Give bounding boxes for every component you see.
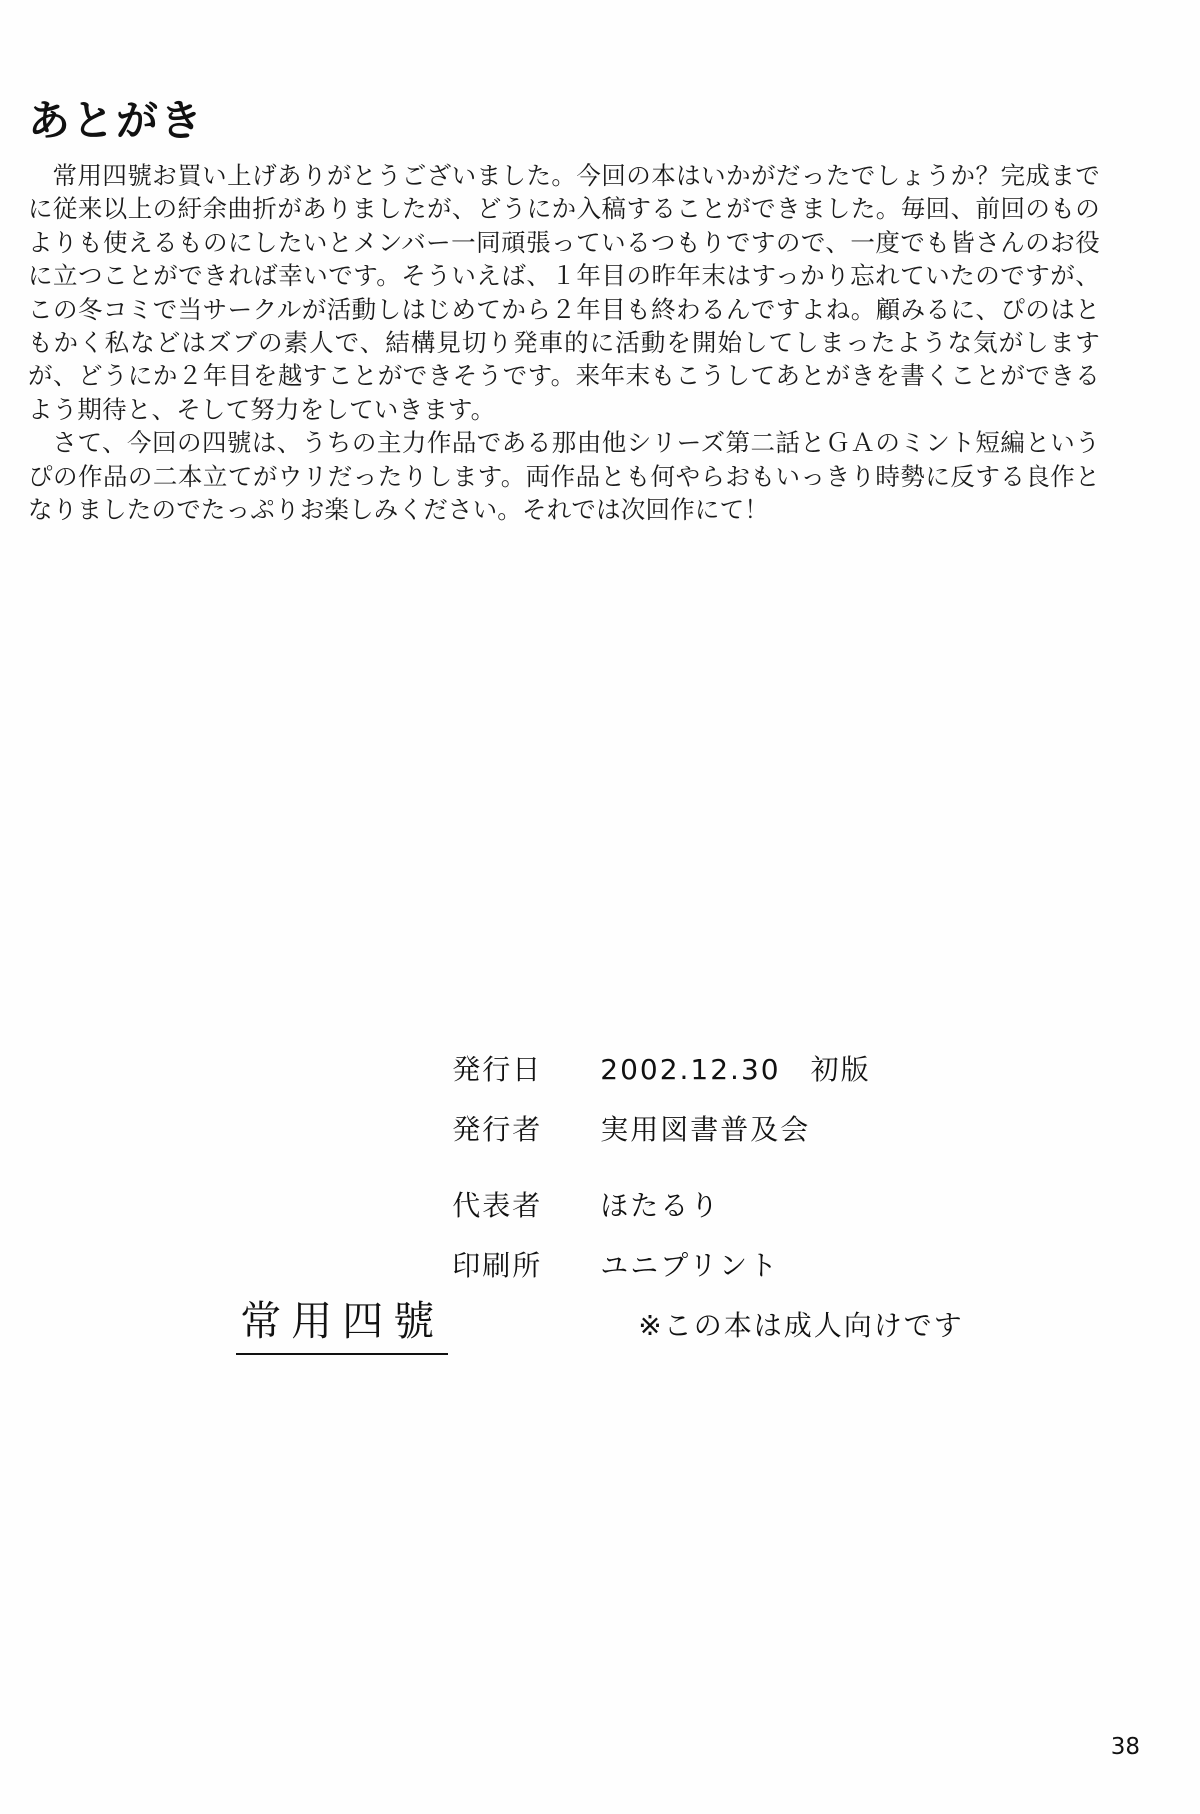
afterword-heading: あとがき [28, 96, 205, 145]
colophon-label: 印刷所 [452, 1249, 543, 1282]
colophon-label: 発行日 [452, 1053, 543, 1086]
colophon-value: ほたるり [600, 1189, 721, 1222]
colophon-row-printer [452, 1249, 963, 1282]
colophon-label: 発行者 [452, 1113, 543, 1146]
page-number: 38 [1110, 1734, 1140, 1760]
colophon-rows [452, 1053, 964, 1342]
afterword-body [28, 160, 1100, 527]
colophon [0, 1000, 1200, 1355]
adult-content-note: ※この本は成人向けです [638, 1309, 964, 1342]
colophon-row-representative [452, 1189, 963, 1222]
afterword-paragraph: 常用四號お買い上げありがとうございました。今回の本はいかがだったでしょうか？完成までに従来以上の紆余曲折がありましたが、どうにか入稿することができました。毎回、前回のものよりも使えるものにしたいとメンバー一同頑張っているつもりですので、一度でも皆さんのお役に立つことができれば幸いです。そういえば、１年目の昨年末はすっかり忘れていたのですが、この冬コミで当サークルが活動しはじめてから２年目も終わるんですよね。顧みるに、ぴのはともかく私などはズブの素人で、結構見切り発車的に活動を開始してしまったような気がしますが、どうにか２年目を越すことができそうです。来年末もこうしてあとがきを書くことができるよう期待と、そして努力をしていきます。 [28, 163, 1100, 424]
afterword-paragraph: さて、今回の四號は、うちの主力作品である那由他シリーズ第二話とＧＡのミント短編というぴの作品の二本立てがウリだったりします。両作品とも何やらおもいっきり時勢に反する良作となりましたのでたっぷりお楽しみください。それでは次回作にて！ [28, 430, 1100, 525]
colophon-row-publish-date [452, 1053, 963, 1086]
colophon-row-publisher [452, 1113, 963, 1146]
colophon-value: 実用図書普及会 [600, 1113, 811, 1146]
colophon-title: 常用四號 [236, 1288, 448, 1355]
colophon-label: 代表者 [452, 1189, 543, 1222]
colophon-value: 2002.12.30 初版 [600, 1053, 871, 1086]
colophon-value: ユニプリント [600, 1249, 780, 1282]
